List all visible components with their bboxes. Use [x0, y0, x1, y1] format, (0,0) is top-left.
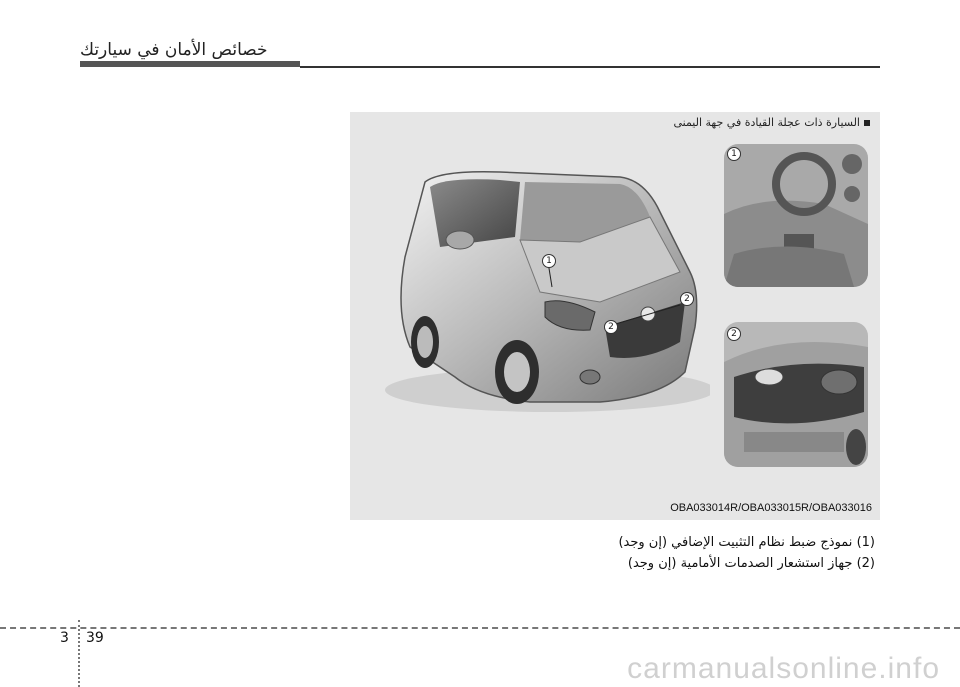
- page-number: 39: [86, 630, 104, 646]
- legend-item-2: [618, 553, 875, 574]
- legend: [618, 532, 875, 574]
- caption-bullet: [864, 120, 870, 126]
- marker-1-main: 1: [542, 254, 556, 268]
- watermark: carmanualsonline.info: [627, 652, 940, 685]
- footer-vertical-divider: [78, 620, 80, 687]
- chapter-number: 3: [60, 630, 69, 646]
- header-title: خصائص الأمان في سيارتك: [80, 40, 268, 60]
- legend-number-2: (2): [856, 556, 875, 571]
- legend-text-2: جهاز استشعار الصدمات الأمامية (إن وجد): [627, 556, 853, 571]
- marker-1-interior: 1: [727, 147, 741, 161]
- legend-number-1: (1): [856, 535, 875, 550]
- figure-code: OBA033014R/OBA033015R/OBA033016: [670, 502, 872, 514]
- interior-detail-panel: [724, 144, 868, 287]
- legend-text-1: نموذج ضبط نظام التثبيت الإضافي (إن وجد): [618, 535, 853, 550]
- footer-divider: [0, 627, 960, 629]
- legend-item-1: [618, 532, 875, 553]
- header-rule-thick: [80, 61, 300, 67]
- front-sensor-detail-panel: [724, 322, 868, 467]
- marker-2-main-a: 2: [680, 292, 694, 306]
- marker-2-main-b: 2: [604, 320, 618, 334]
- header-rule-thin: [300, 66, 880, 68]
- marker-2-front: 2: [727, 327, 741, 341]
- figure-box: [350, 112, 880, 520]
- car-illustration: [380, 162, 710, 422]
- figure-caption: [673, 116, 870, 129]
- caption-text: السيارة ذات عجلة القيادة في جهة اليمنى: [673, 116, 860, 129]
